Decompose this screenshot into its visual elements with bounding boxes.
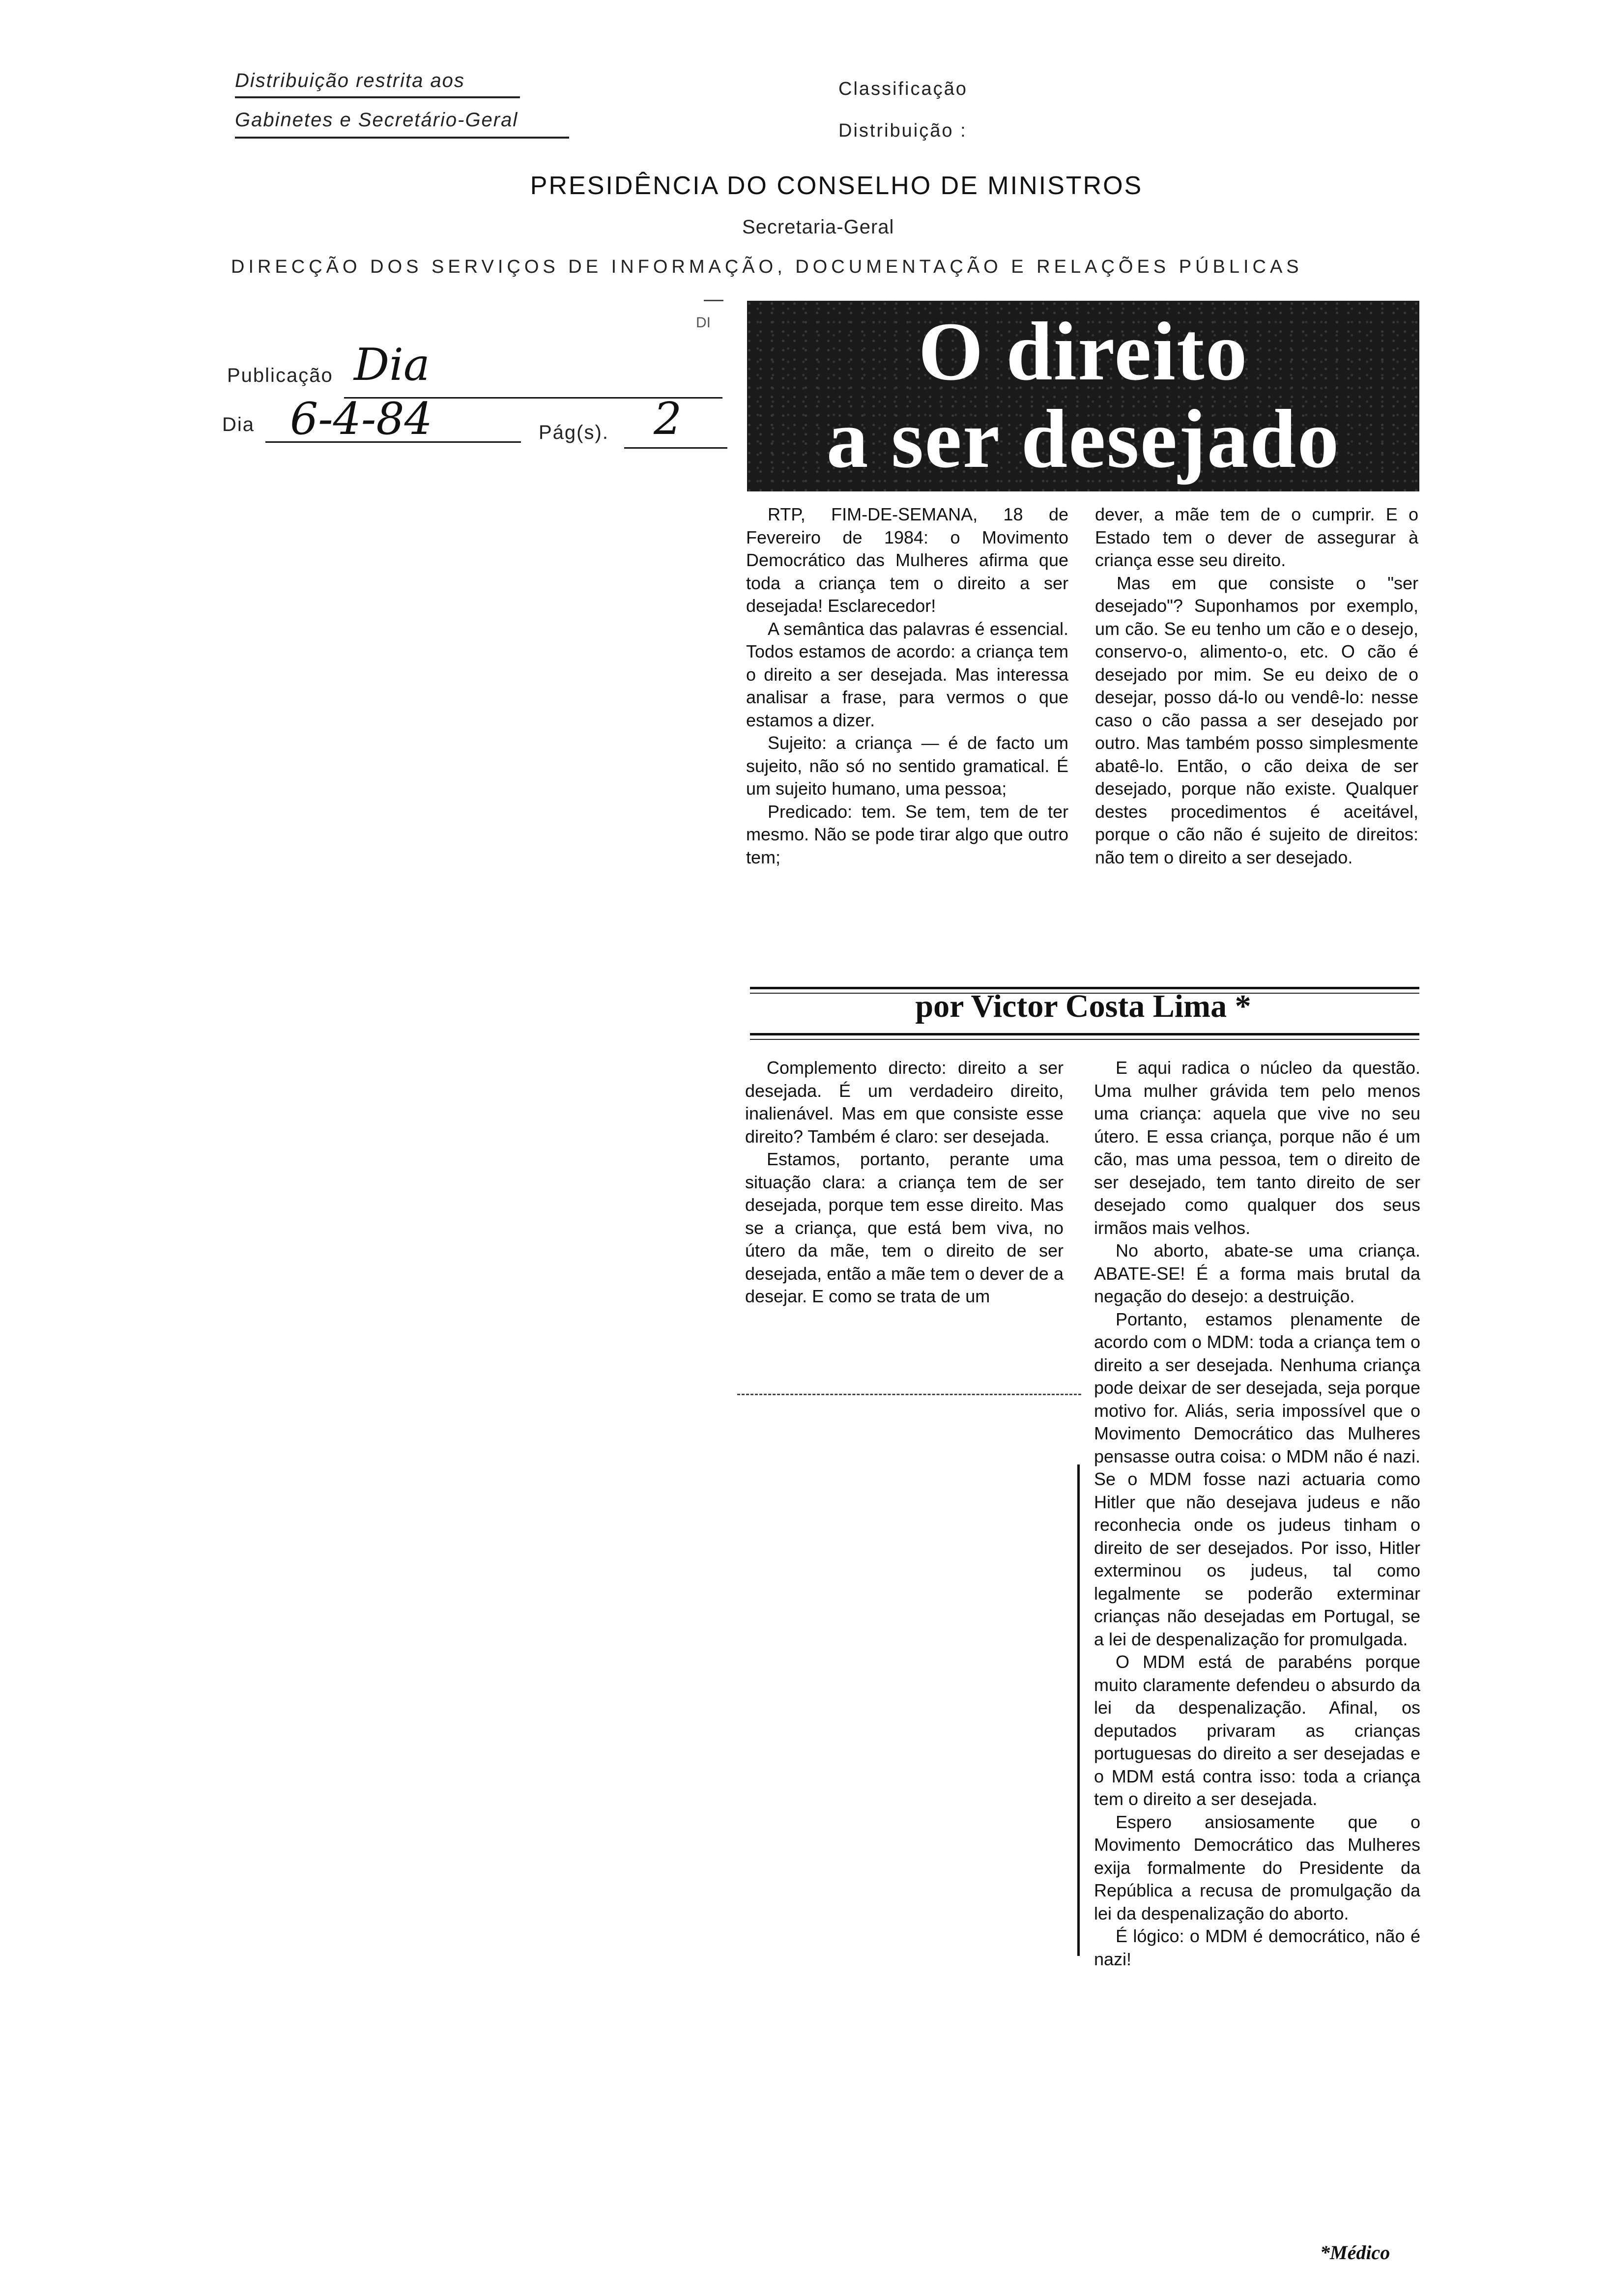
page-label: Pág(s). [539,422,609,443]
date-underline [265,441,521,443]
distribution-underline-1 [235,96,520,98]
col3-paragraph: Estamos, portanto, perante uma situação clara: a criança tem de ser desejada, porque tem esse direito. Mas se a criança, que está bem viva, no útero da mãe, tem o direito de ser desejada, então a mãe tem o dever de a desejar. E como se trata de um [745,1149,1064,1306]
date-label: Dia [222,414,255,435]
byline: por Victor Costa Lima * [915,988,1251,1024]
classification-label: Classificação [838,79,968,99]
col1-paragraph: RTP, FIM-DE-SEMANA, 18 de Fevereiro de 1984: o Movimento Democrático das Mulheres afirma que toda a criança tem o direito a ser desejada! Esclarecedor! [746,504,1068,616]
headline-banner [747,301,1419,491]
headline-line2: a ser desejado [826,393,1340,485]
byline-rule-bottom-thin [750,1039,1419,1040]
byline-rule-bottom [750,1033,1419,1035]
article-column-2 [1095,503,1418,869]
presidency-title: PRESIDÊNCIA DO CONSELHO DE MINISTROS [530,172,1143,200]
column-4-side-bar [1077,1464,1080,1956]
col4-paragraph: No aborto, abate-se uma criança. ABATE-SE! É a forma mais brutal da negação do desejo: a destruição. [1094,1240,1420,1306]
article-column-4 [1094,1057,1420,1971]
page-value: 2 [654,393,682,445]
col3-paragraph: Complemento directo: direito a ser desejada. É um verdadeiro direito, inalienável. Mas em que consiste esse direito? Também é claro: ser desejada. [745,1058,1064,1147]
col1-paragraph: A semântica das palavras é essencial. Todos estamos de acordo: a criança tem o direito a ser desejada. Mas interessa analisar a frase, para vermos o que estamos a dizer. [746,618,1068,730]
stamp-mark: DI [696,315,711,331]
article-column-3 [745,1057,1064,1308]
distribution-label: Distribuição : [838,120,967,141]
col4-paragraph: É lógico: o MDM é democrático, não é nazi! [1094,1926,1420,1969]
col4-paragraph: Espero ansiosamente que o Movimento Democrático das Mulheres exija formalmente do Presidente da República a recusa de promulgação da lei da despenalização do aborto. [1094,1811,1420,1923]
col2-paragraph: Mas em que consiste o "ser desejado"? Suponhamos por exemplo, um cão. Se eu tenho um cão e o desejo, conservo-o, alimento-o, etc. O cão é desejado por mim. Se eu deixo de o desejar, posso dá-lo ou vendê-lo: nesse caso o cão passa a ser desejado por outro. Mas também posso simplesmente abatê-lo. Então, o cão deixa de ser desejado, porque não existe. Qualquer destes procedimentos é aceitável, porque o cão não é sujeito de direitos: não tem o direito a ser desejado. [1095,573,1418,867]
headline-line1: O direito [918,305,1248,398]
distribution-note-line1: Distribuição restrita aos [235,70,465,91]
col4-paragraph: E aqui radica o núcleo da questão. Uma mulher grávida tem pelo menos uma criança: aquela que vive no seu útero. E essa criança, porque não é um cão, mas uma pessoa, tem o direito de ser desejado, tem tanto direito de ser desejado como qualquer dos seus irmãos mais velhos. [1094,1058,1420,1238]
distribution-underline-2 [235,137,569,139]
page-underline [624,447,727,449]
publication-value: Dia [354,339,430,391]
stamp-dash [704,300,723,301]
col1-paragraph: Predicado: tem. Se tem, tem de ter mesmo. Não se pode tirar algo que outro tem; [746,801,1068,867]
publication-label: Publicação [227,365,333,386]
distribution-note-line2: Gabinetes e Secretário-Geral [235,109,518,131]
col2-paragraph: dever, a mãe tem de o cumprir. E o Estado tem o dever de assegurar à criança esse seu direito. [1095,504,1418,570]
author-signature: *Médico [1320,2241,1390,2264]
col4-paragraph: O MDM está de parabéns porque muito claramente defendeu o absurdo da lei da despenalização. Afinal, os deputados privaram as crianças portuguesas do direito a ser desejadas e o MDM está contra isso: toda a criança tem o direito a ser desejada. [1094,1652,1420,1809]
directorate-line: DIRECÇÃO DOS SERVIÇOS DE INFORMAÇÃO, DOCUMENTAÇÃO E RELAÇÕES PÚBLICAS [231,257,1303,277]
date-value: 6-4-84 [290,393,432,445]
col4-paragraph: Portanto, estamos plenamente de acordo com o MDM: toda a criança tem o direito a ser desejada. Nenhuma criança pode deixar de ser desejada, seja porque motivo for. Aliás, seria impossível que o Movimento Democrático das Mulheres pensasse outra coisa: o MDM não é nazi. Se o MDM fosse nazi actuaria como Hitler que não desejava judeus e não reconhecia onde os judeus tinham o direito de ser desejados. Por isso, Hitler exterminou os judeus, tal como legalmente se poderão exterminar crianças não desejadas em Portugal, se a lei de despenalização for promulgada. [1094,1309,1420,1649]
column3-end-rule [737,1394,1081,1395]
secretariat-subtitle: Secretaria-Geral [742,216,894,238]
article-column-1 [746,503,1068,869]
col1-paragraph: Sujeito: a criança — é de facto um sujeito, não só no sentido gramatical. É um sujeito humano, uma pessoa; [746,733,1068,799]
